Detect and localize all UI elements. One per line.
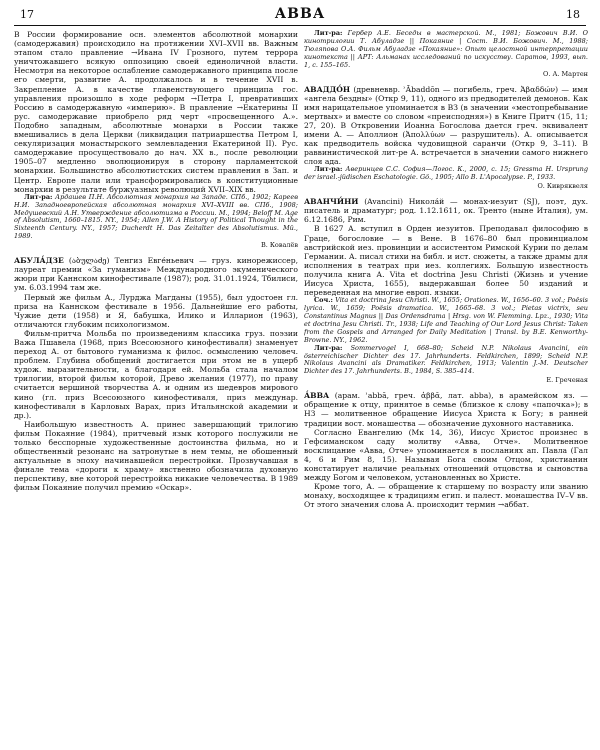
entry-text: (арам. ʾabbā, греч. ἀββᾶ, лат. abba), в арамейском яз. — обращение к отцу, принятое в семье (близкое к слову «папочка»); в НЗ — молитвенное обращение Иисуса Христа к Богу; в ранней традиции вост. монашества — обозначение духовного наставника. xyxy=(304,391,588,428)
bibliography-label: Лит-ра: xyxy=(314,165,343,174)
page-number-left: 17 xyxy=(20,8,34,21)
bibliography xyxy=(14,194,298,241)
bibliography-label: Лит-ра: xyxy=(24,192,53,201)
entry-avancini xyxy=(304,197,588,384)
bibliography-text: Sommervogel I, 668–80; Scheid N.P. Nikolaus Avancini, ein österreichischer Dichter des 17. Jahrhunderts. Feldkirchen, 1899; Scheid N.P. Nikolaus Avancini als Dramatiker. Feldkirchen, 1913; Valentin J.-M. Deutscher Dichter des 17. Jahrhunderts. B., 1984, S. 385–414. xyxy=(304,343,588,376)
works-list xyxy=(304,297,588,344)
entry-paragraph: Наибольшую известность А. принес завершающий трилогию фильм Покаяние (1984), притчевый язык которого послужили не только бесспорные художественные достоинства фильма, но и общественный резонанс на затронутые в нем темы, не обошенный актуальные в эпоху начинавшейся перестройки. Прозвучавшая в финале тема «дороги к храму» явственно обозначила духовную перспективу, вне которой перестройка никакие человечества. В 1989 фильм Покаяние получил премию «Оскар». xyxy=(14,419,298,493)
article-author: О. А. Мартен xyxy=(543,69,588,78)
article-author: Е. Греченая xyxy=(546,376,588,385)
entry-abaddon xyxy=(304,85,588,191)
left-column xyxy=(14,30,298,742)
bibliography xyxy=(304,30,588,70)
entry-headword: А́ВВА xyxy=(304,391,330,401)
entry-paragraph: Согласно Евангелию (Мк 14, 36), Иисус Христос произнес в Гефсиманском саду молитву «Авва, Отче». Молитвенное восклицание «Авва, Отче» упоминается в посланиях ап. Павла (Гал 4, 6 и Рим 8, 15). Называя Бога своим Отцом, христианин констатирует наличие реальных отношений отцовства и сыновства между Богом и человеком, установленных во Христе. xyxy=(304,427,588,483)
header-rule xyxy=(14,25,586,26)
entry-paragraph: Кроме того, А. — обращение к старшему по возрасту или званию монаху, восходящее к традициям егип. и палест. монашества IV–V вв. От этого значения слова А. происходит термин →аббат. xyxy=(304,482,588,510)
right-column xyxy=(304,30,588,742)
absolutism-russia-paragraph: В России формирование осн. элементов абсолютной монархии (самодержавия) происходило на протяжении XVI–XVII вв. Важным этапом стало правление →Ивана IV Грозного, путем террора уничтожавшего всякую оппозицию своей единоличной власти. Несмотря на некоторое ослабление самодержавного принципа после его смерти, развитие А. продолжалось и в течение XVII в. Закрепление А. в качестве главенствующего принципа гос. управления произошло в ходе реформ →Петра I, превративших Россию в самодержавную «империю». В правление →Екатерины II рус. самодержавие приобрело ряд черт «просвещенного А.». Подобно западным, абсолютные монархи в России также вмешивались в дела Церкви (ликвидация патриаршества Петром I, секуляризация монастырского землевладения Екатериной II). Рус. самодержавие просуществовало до нач. XX в., после революции 1905–07 медленно эволюционируя в сторону парламентской монархии. Большинство абсолютистских систем правления в Зап. и Центр. Европе пали или трансформировались в конституционные монархии в результате буржуазных революций XVII–XIX вв. xyxy=(14,30,298,194)
entry-intro: Тенгиз Евге́ньевич — груз. кинорежиссер, лауреат премии «За гуманизм» Международного экуменического жюри при Каннском кинофестивале (1987); род. 31.01.1924, Тбилиси, ум. 6.03.1994 там же. xyxy=(14,256,298,293)
bibliography-text: Аверинцев С.С. София—Логос. К., 2000, с. 15; Gressma H. Ursprung der israel.-jüdischen Eschatologie. Gö., 1905; Allo B. L'Apocalypse. P., 1933. xyxy=(304,165,588,182)
entry-headword: АВАНЧИ́НИ xyxy=(304,197,359,207)
entry-georgian-name: (აბულაძე) xyxy=(68,256,110,266)
works-label: Соч.: xyxy=(314,296,333,305)
entry-intro: (Avancini) Никола́й — монах-иезуит (SJ), поэт, дух. писатель и драматург; род. 1.12.1611, ок. Тренто (ныне Италия), ум. 6.12.1686, Рим. xyxy=(304,197,588,225)
running-header xyxy=(14,6,586,24)
entry-headword: АВАДДО́Н xyxy=(304,84,351,94)
bibliography-label: Лит-ра: xyxy=(314,343,343,352)
bibliography-label: Лит-ра: xyxy=(314,30,343,37)
bibliography-text: Ардашев П.Н. Абсолютная монархия на Западе. СПб., 1902; Кареев Н.И. Западноевропейская абсолютная монархия XVI–XVIII вв. СПб., 1908; Медушевский А.Н. Утверждение абсолютизма в России. М., 1994; Beloff M. Age of Absolutism, 1660–1815. NY., 1954; Allen J.W. A History of Political Thought in the Sixteenth Century. NY., 1957; Ducherdt H. Das Zeitalter des Absolutismus. Mü., 1989. xyxy=(14,192,298,241)
running-title: АВВА xyxy=(274,6,326,22)
works-text: Vita et doctrina Jesu Christi. W., 1655; Orationes. W., 1656–60. 3 vol.; Poësis lyrica. W., 1659; Poësis dramatica. W., 1665–68. 3 vol.; Pietas victrix, seu Constantinus Magnus || Das Ordensdrama | Hrsg. von W. Flemming. Lpz., 1930; Vita et doctrina Jesu Christi. Tr., 1938; Life and Teaching of Our Lord Jesus Christ: Taken from the Gospels and Arranged for Daily Meditation | Transl. by B.E. Kenworthy-Browne. NY., 1962. xyxy=(304,296,588,344)
entry-headword: АБУЛА́ДЗЕ xyxy=(14,256,64,266)
entry-paragraph: Фильм-притча Мольба по произведениям классика груз. поэзии Важа Пшавела (1968, приз Всесоюзного кинофестиваля) знаменует переход А. от бытового гуманизма к филос. осмыслению человеч. проблем. Глубина обобщений достигается при этом не в ущерб худож. выразительности, а благодаря ей. Мольба стала началом трилогии, второй фильм которой, Древо желания (1977), по праву считается вершиной творчества А. и одним из шедевров мирового кино (гл. приз Всесоюзного кинофестиваля, приз междунар. кинофестиваля в Карловых Варах, приз Итальянской академии и др.). xyxy=(14,328,298,420)
entry-abuladze xyxy=(14,256,298,492)
entry-paragraph: Первый же фильм А., Лурджа Магданы (1955), был удостоен гл. приза на Каннском фестивале в 1956. Дальнейшие его работы, Чужие дети (1958) и Я, бабушка, Илико и Илларион (1963), отличаются глубоким психологизмом. xyxy=(14,292,298,329)
bibliography-text: Гербер А.Е. Беседы в мастерской. М., 1981; Божович В.И. О кинотрилогии Т. Абуладзе || Покаяние | Сост. В.И. Божович. М., 1988; Тюляпова О.А. Фильм Абуладзе «Покаяние»: Опыт целостной интерпретации кинотекста || АРТ: Альманах исследований по искусству. Саратов, 1993, вып. 1, с. 155–165. xyxy=(304,30,588,69)
article-author: В. Ковалёв xyxy=(260,241,298,250)
article-author: О. Кивряквеля xyxy=(537,182,588,191)
bibliography xyxy=(304,166,588,182)
entry-abba xyxy=(304,391,588,509)
entry-text: (древневвр. ʾĀbaddōn — погибель, греч. Ἀβαδδών) — имя «ангела бездны» (Откр 9, 11), одного из предводителей демонов. Как имя нарицательное упоминается в ВЗ (в значении «местопребывание мертвых» и вместе со словом «преисподняя») в Книге Притч (15, 11; 27, 20). В Откровении Иоанна Богослова дается греч. эквивалент имени А. — Аполлион (Ἀπολλύων — разрушитель). А. описывается как предводитель войска чудовищной саранчи (Откр 9, 3–11). В раввинистической лит-ре А. встречается в значении самого нижнего слоя ада. xyxy=(304,84,588,167)
bibliography xyxy=(304,345,588,377)
page-number-right: 18 xyxy=(566,8,580,21)
entry-paragraph: В 1627 А. вступил в Орден иезуитов. Преподавал философию в Граце, богословие — в Вене. В 1676–80 был провинциалом австрийской иез. провинции и ассистентом Римской Курии по делам Германии. А. писал стихи на библ. и ист. сюжеты, а также драмы для исполнения в театрах при иез. коллегиях. Большую известность получила книга А. Vita et doctrina Jesu Christi (Жизнь и учение Иисуса Христа, 1655), выдержавшая более 50 изданий и переведенная на многие европ. языки. xyxy=(304,224,588,298)
